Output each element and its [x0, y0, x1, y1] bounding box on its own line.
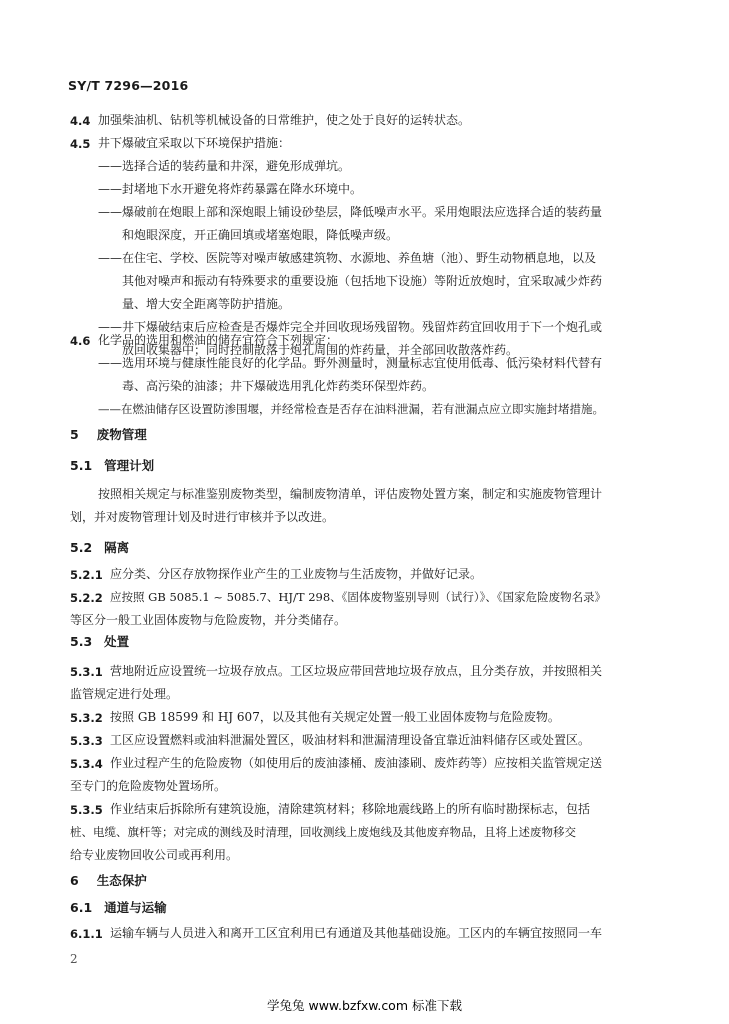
- clause-number: 4.5: [70, 137, 91, 151]
- clause-number: 4.4: [70, 114, 91, 128]
- section-title: 废物管理: [96, 427, 147, 442]
- footer-watermark: 学兔兔 www.bzfxw.com 标准下载: [267, 998, 462, 1013]
- standard-code-header: SY/T 7296—2016: [68, 78, 189, 93]
- section-title: 生态保护: [96, 873, 147, 888]
- clause-text: 化学品的选用和燃油的储存宜符合下列规定：: [98, 333, 339, 347]
- clause-text-continuation: 桩、电缆、旗杆等；对完成的测线及时清理，回收测线上废炮线及其他废弃物品，且将上述废物移交: [70, 825, 576, 839]
- subsection-title: 处置: [104, 634, 130, 649]
- clause-number: 5.2.1: [70, 568, 103, 582]
- subsection-number: 6.1: [70, 900, 93, 915]
- clause-number: 4.6: [70, 334, 91, 348]
- subsection-title: 通道与运输: [104, 900, 167, 915]
- clause-text: 按照 GB 18599 和 HJ 607，以及其他有关规定处置一般工业固体废物与危险废物。: [110, 710, 560, 724]
- list-item-continuation: 量、增大安全距离等防护措施。: [122, 297, 291, 311]
- clause-text: 应分类、分区存放物探作业产生的工业废物与生活废物，并做好记录。: [110, 567, 483, 581]
- page-number: 2: [70, 952, 78, 966]
- clause-text: 作业结束后拆除所有建筑设施，清除建筑材料；移除地震线路上的所有临时勘探标志，包括: [110, 802, 591, 816]
- clause-number: 5.3.3: [70, 734, 103, 748]
- subsection-number: 5.3: [70, 634, 93, 649]
- list-item-continuation: 毒、高污染的油漆；井下爆破选用乳化炸药类环保型炸药。: [122, 379, 435, 393]
- clause-text: 井下爆破宜采取以下环境保护措施：: [98, 136, 291, 150]
- subsection-heading-6-1: [70, 898, 167, 916]
- clause-text: 营地附近应设置统一垃圾存放点。工区垃圾应带回营地垃圾存放点，且分类存放，并按照相关: [110, 664, 603, 678]
- list-item: ——井下爆破结束后应检查是否爆炸完全并回收现场残留物。残留炸药宜回收用于下一个炮孔或: [98, 320, 603, 334]
- clause-number: 5.3.5: [70, 803, 103, 817]
- section-number: 6: [70, 873, 79, 888]
- list-item: ——选择合适的装药量和井深，避免形成弹坑。: [98, 159, 351, 173]
- clause-number: 5.3.2: [70, 711, 103, 725]
- section-number: 5: [70, 427, 79, 442]
- clause-number: 5.3.1: [70, 665, 103, 679]
- subsection-title: 管理计划: [104, 458, 155, 473]
- list-item: ——封堵地下水开避免将炸药暴露在降水环境中。: [98, 182, 363, 196]
- clause-text: 运输车辆与人员进入和离开工区宜利用已有通道及其他基础设施。工区内的车辆宜按照同一车: [110, 926, 603, 940]
- clause-number: 6.1.1: [70, 927, 103, 941]
- list-item-continuation: 其他对噪声和振动有特殊要求的重要设施（包括地下设施）等附近放炮时，宜采取减少炸药: [122, 274, 603, 288]
- subsection-number: 5.2: [70, 540, 93, 555]
- clause-number: 5.2.2: [70, 591, 103, 605]
- list-item: ——在住宅、学校、医院等对噪声敏感建筑物、水源地、养鱼塘（池）、野生动物栖息地，以及: [98, 251, 597, 265]
- clause-text: 加强柴油机、钻机等机械设备的日常维护，使之处于良好的运转状态。: [98, 113, 471, 127]
- subsection-number: 5.1: [70, 458, 93, 473]
- clause-number: 5.3.4: [70, 757, 103, 771]
- paragraph-text: 按照相关规定与标准鉴别废物类型，编制废物清单，评估废物处置方案，制定和实施废物管理计: [98, 487, 603, 501]
- paragraph-text: 划，并对废物管理计划及时进行审核并予以改进。: [70, 510, 335, 524]
- clause-text: 作业过程产生的危险废物（如使用后的废油漆桶、废油漆刷、废炸药等）应按相关监管规定送: [110, 756, 603, 770]
- list-item-continuation: 放回收集器中；同时控制散落于炮孔周围的炸药量，并全部回收散落炸药。: [122, 343, 519, 357]
- list-item: ——爆破前在炮眼上部和深炮眼上铺设砂垫层，降低噪声水平。采用炮眼法应选择合适的装药量: [98, 205, 603, 219]
- list-item: ——在燃油储存区设置防渗围堰，并经常检查是否存在油料泄漏，若有泄漏点应立即实施封堵措施。: [98, 402, 604, 416]
- clause-text-continuation: 给专业废物回收公司或再利用。: [70, 848, 239, 862]
- subsection-title: 隔离: [104, 540, 130, 555]
- list-item: ——选用环境与健康性能良好的化学品。野外测量时，测量标志宜使用低毒、低污染材料代替有: [98, 356, 603, 370]
- clause-text-continuation: 至专门的危险废物处置场所。: [70, 779, 227, 793]
- clause-text: 应按照 GB 5085.1 ~ 5085.7、HJ/T 298、《固体废物鉴别导则（试行）》、《国家危险废物名录》: [110, 590, 607, 604]
- clause-text: 工区应设置燃料或油料泄漏处置区，吸油材料和泄漏清理设备宜靠近油料储存区或处置区。: [110, 733, 591, 747]
- section-heading-6: [70, 871, 147, 889]
- clause-text-continuation: 等区分一般工业固体废物与危险废物，并分类储存。: [70, 613, 347, 627]
- clause-text-continuation: 监管规定进行处理。: [70, 687, 179, 701]
- list-item-continuation: 和炮眼深度，开正确回填或堵塞炮眼，降低噪声级。: [122, 228, 399, 242]
